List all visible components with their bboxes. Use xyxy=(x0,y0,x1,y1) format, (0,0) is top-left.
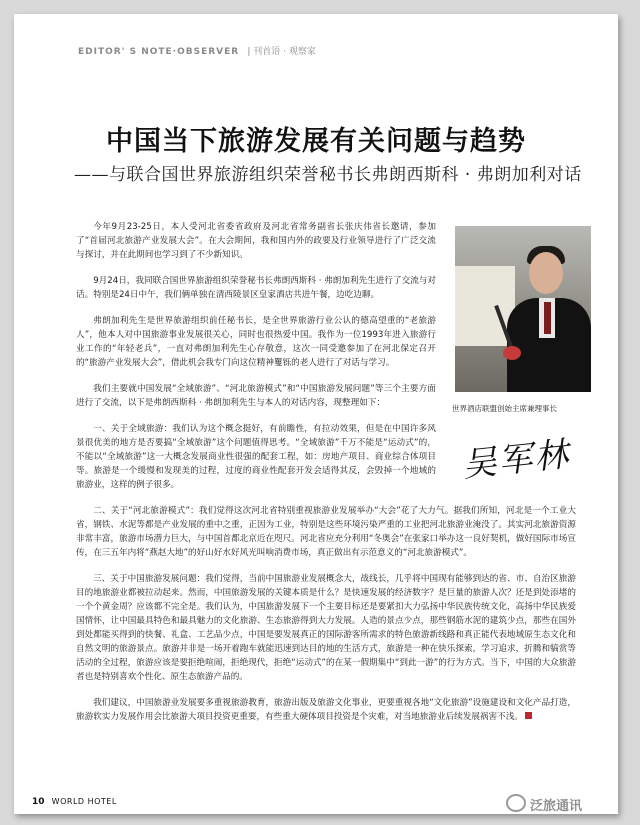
article-title: 中国当下旅游发展有关问题与趋势 xyxy=(106,126,526,157)
paragraph-text: 我们建议，中国旅游业发展要多重视旅游教育，旅游出版及旅游文化事业，更要重视各地“文化旅游”设施建设和文化产品打造，旅游软实力发展作用会比旅游大项目投资更重要，有些重大硬体项目投资是个灾难，对当地旅游业后续发展祸害不浅。 xyxy=(76,698,576,722)
paragraph: 一、关于全域旅游：我们认为这个概念挺好，有前瞻性，有拉动效果，但是在中国许多风景很优美的地方是否要搞“全域旅游”这个问题值得思考。“全域旅游”千万不能是“运动式”的，不能以“全域旅游”这一大概念发展商业性很强的配套工程，如：房地产项目、商业综合体项目等。旅游是一个缓慢和发现美的过程，过度的商业性配套开发会适得其反，会毁掉一个地域的旅游业，这样的例子很多。 xyxy=(76,424,436,490)
paragraph: 二、关于“河北旅游模式”：我们觉得这次河北省特别重视旅游业发展举办“大会”花了大力气。据我们所知，河北是一个工业大省，钢铁、水泥等都是产业发展的重中之重，正因为工业，特别是这些环境污染严重的工业把河北旅游业淹没了。其实河北旅游资源非常丰富，旅游市场潜力巨大，与中国首都北京近在咫尺。河北省应充分利用“冬奥会”在张家口举办这一良好契机，做好国际市场宣传，在三五年内将“燕赵大地”的好山好水好风光叫响消费市场，真正做出有示范意义的“河北旅游模式”。 xyxy=(76,506,576,558)
section-header xyxy=(78,44,316,57)
section-label: EDITOR' S NOTE·OBSERVER xyxy=(78,47,240,57)
paragraph-last xyxy=(76,696,576,724)
paragraph: 三、关于中国旅游发展问题：我们觉得，当前中国旅游业发展概念大，战线长，几乎将中国现有能够到达的省、市、自治区旅游目的地旅游业都被拉动起来。然而，中国旅游发展的关键本质是什么？是快速发展的经济数字？是巨量的旅游人次？还是到处添堵的一个个黄金周？应该都不完全是。我们认为，中国旅游发展下一个主要目标还是要紧扣大力弘扬中华民族传统文化，高扬中华民族爱国情怀，让中国最具特色和最具魅力的文化旅游、生态旅游得到大力发展。人造的景点少点，那些钢筋水泥的建筑少点，那些在国外到处都能买得到的快餐、礼盒、工艺品少点，中国是要发展真正的国际游客所需求的特色旅游新线路和真正能代表地域原生态文化和自然文明的旅游景点。旅游并非是一场开着跑车就能迅速到达目的地的生活方式，旅游是一种在快乐探索，学习追求，折腾和犒赏等活动的全过程，旅游应该是要拒绝喧闹，拒绝现代，拒绝“运动式”的在某一假期集中“到此一游”的行为方式。当下，中国的大众旅游者也是特别喜欢个性化、原生态旅游产品的。 xyxy=(76,574,576,682)
publication-name: WORLD HOTEL xyxy=(51,797,117,806)
paragraph: 我们主要就中国发展“全域旅游”、“河北旅游模式”和“中国旅游发展问题”等三个主要方面进行了交流，以下是弗朗西斯科 · 弗朗加利先生与本人的对话内容，现整理如下： xyxy=(76,384,436,408)
watermark-text: 泛旅通讯 xyxy=(530,799,583,814)
paragraph: 弗朗加利先生是世界旅游组织前任秘书长，是全世界旅游行业公认的德高望重的“老旅游人”，他本人对中国旅游事业发展很关心，同时也很热爱中国。我作为一位1993年进入旅游行业工作的“年轻老兵”，一直对弗朗加利先生心存敬意，这次一同受邀参加了在河北保定召开的“旅游产业发展大会”，借此机会我专门向这位精神矍铄的老人进行了对话与学习。 xyxy=(76,316,436,368)
wechat-icon xyxy=(506,794,526,812)
magazine-page xyxy=(14,14,618,814)
article-subtitle: ——与联合国世界旅游组织荣誉秘书长弗朗西斯科 · 弗朗加利对话 xyxy=(74,165,582,185)
page-footer xyxy=(32,797,117,807)
author-signature: 吴军林 xyxy=(460,434,573,486)
wechat-watermark xyxy=(506,794,582,814)
end-mark xyxy=(525,712,532,719)
section-label-cn: | 刊首语 · 观察家 xyxy=(247,47,316,57)
article-body xyxy=(76,220,576,736)
paragraph: 9月24日，我同联合国世界旅游组织荣誉秘书长弗朗西斯科 · 弗朗加利先生进行了交流与对话。特别是24日中午，我们俩单独在清西陵景区皇家酒店共进午餐，边吃边聊。 xyxy=(76,276,436,300)
photo-caption: 世界酒店联盟创始主席兼理事长 xyxy=(452,404,557,413)
page-number: 10 xyxy=(32,797,45,807)
paragraph: 今年9月23-25日，本人受河北省委省政府及河北省常务副省长张庆伟省长邀请，参加了“首届河北旅游产业发展大会”。在大会期间，我和国内外的政要及行业领导进行了广泛交流与探讨，并在此期间也学习到了不少新知识。 xyxy=(76,222,436,260)
